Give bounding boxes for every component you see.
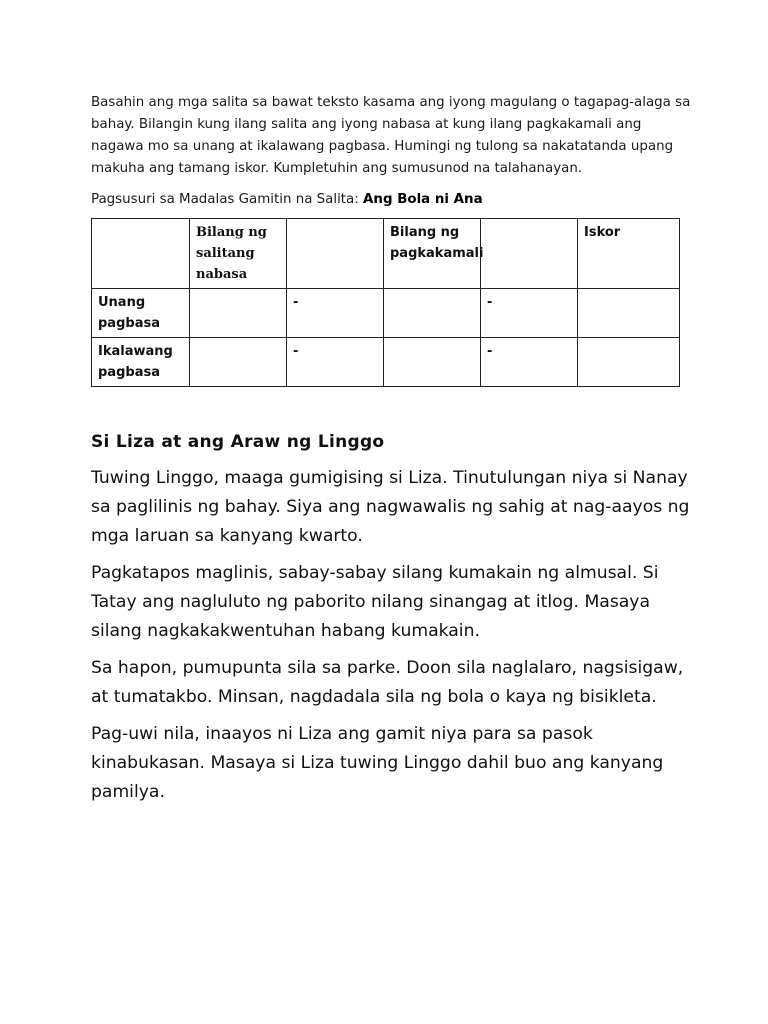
header-cell-blank-b: [481, 219, 578, 289]
cell-words-read-input[interactable]: [190, 289, 287, 338]
header-score: Iskor: [578, 219, 680, 289]
row-label-first-reading: Unang pagbasa: [92, 289, 190, 338]
cell-errors-input[interactable]: [384, 289, 481, 338]
document-page: [91, 92, 691, 807]
story-title: Si Liza at ang Araw ng Linggo: [91, 432, 385, 452]
analysis-label: Pagsusuri sa Madalas Gamitin na Salita:: [91, 192, 359, 207]
cell-dash: -: [287, 289, 384, 338]
cell-dash: -: [287, 338, 384, 387]
analysis-heading: [91, 189, 691, 211]
story-paragraph: Pagkatapos maglinis, sabay-sabay silang kumakain ng almusal. Si Tatay ang nagluluto ng paborito nilang sinangag at itlog. Masaya silang nagkakakwentuhan habang kumakain.: [91, 563, 659, 641]
instructions-text: Basahin ang mga salita sa bawat teksto kasama ang iyong magulang o tagapag-alaga sa bahay. Bilangin kung ilang salita ang iyong nabasa at kung ilang pagkakamali ang nagawa mo sa unang at ikalawang pagbasa. Humingi ng tulong sa nakatatanda upang makuha ang tamang iskor. Kumpletuhin ang sumusunod na talahanayan.: [91, 95, 691, 176]
story-paragraph: Sa hapon, pumupunta sila sa parke. Doon sila naglalaro, nagsisigaw, at tumatakbo. Minsan, nagdadala sila ng bola o kaya ng bisikleta.: [91, 658, 684, 707]
header-cell-blank-a: [287, 219, 384, 289]
cell-dash: -: [481, 289, 578, 338]
cell-score-input[interactable]: [578, 338, 680, 387]
table-row: [92, 338, 680, 387]
table-row: [92, 289, 680, 338]
cell-errors-input[interactable]: [384, 338, 481, 387]
header-errors: Bilang ng pagkakamali: [384, 219, 481, 289]
analysis-story-name: Ang Bola ni Ana: [363, 192, 483, 207]
row-label-second-reading: Ikalawang pagbasa: [92, 338, 190, 387]
cell-score-input[interactable]: [578, 289, 680, 338]
table-header-row: [92, 219, 680, 289]
cell-words-read-input[interactable]: [190, 338, 287, 387]
header-cell-empty: [92, 219, 190, 289]
story-paragraph: Pag-uwi nila, inaayos ni Liza ang gamit niya para sa pasok kinabukasan. Masaya si Liza tuwing Linggo dahil buo ang kanyang pamilya.: [91, 724, 664, 802]
header-words-read: Bilang ng salitang nabasa: [190, 219, 287, 289]
story-paragraph: Tuwing Linggo, maaga gumigising si Liza. Tinutulungan niya si Nanay sa paglilinis ng bahay. Siya ang nagwawalis ng sahig at nag-aayos ng mga laruan sa kanyang kwarto.: [91, 468, 690, 546]
reading-score-table: [91, 218, 680, 387]
cell-dash: -: [481, 338, 578, 387]
